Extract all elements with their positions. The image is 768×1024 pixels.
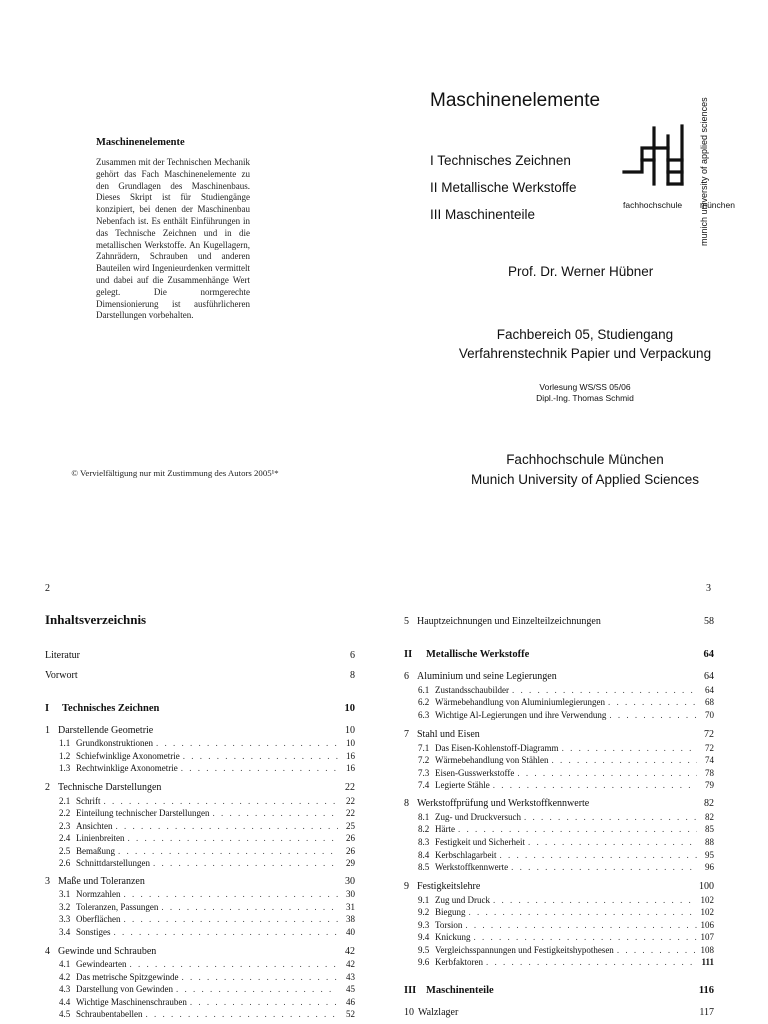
toc-entry[interactable] (418, 861, 714, 873)
toc-entry-title: Härte (435, 824, 455, 834)
toc-leader-dots (551, 754, 697, 766)
toc-entry-page: 68 (705, 697, 714, 707)
toc-entry-number: 7.2 (418, 755, 430, 765)
toc-entry-title: Zug- und Druckversuch (435, 812, 521, 822)
toc-entry-number: 5 (404, 616, 409, 627)
toc-leader-dots (528, 836, 697, 848)
toc-entry[interactable] (45, 725, 355, 737)
logo-text-muenchen: münchen (700, 200, 735, 210)
toc-entry-number: 6.2 (418, 697, 430, 707)
toc-entry-title: Schraubentabellen (76, 1009, 143, 1019)
toc-entry[interactable] (59, 983, 355, 995)
part-line-1: I Technisches Zeichnen (430, 153, 571, 168)
toc-entry[interactable] (418, 919, 714, 931)
toc-entry-page: 96 (705, 862, 714, 872)
toc-entry-title: Knickung (435, 932, 471, 942)
toc-entry[interactable] (45, 670, 355, 682)
toc-entry-page: 42 (346, 959, 355, 969)
toc-entry[interactable] (418, 849, 714, 861)
toc-leader-dots (123, 888, 338, 900)
toc-leader-dots (469, 906, 698, 918)
toc-entry-page: 78 (705, 768, 714, 778)
abstract-body: Zusammen mit der Technischen Mechanik gehört das Fach Maschinenelemente zu den Grundlagen des Maschinenbaus. Dieses Skript ist für Studiengänge konzipiert, bei denen der Maschinenbau Nebenfach ist. Es enthält Einführungen in das Technische Zeichnen und in die metallischen Werkstoffe. An Kugellagern, Zahnrädern, Schrauben und anderen Bauteilen wird Ingenieurdenken vermittelt und dabei auf die Zusammenhänge Wert gelegt. Die normgerechte Dimensionierung ist ausführlicheren Darstellungen vorbehalten. (96, 157, 250, 321)
logo-text-vertical (694, 70, 714, 250)
toc-entry-title: Schiefwinklige Axonometrie (76, 751, 180, 761)
toc-entry-number: 9.2 (418, 907, 430, 917)
toc-leader-dots (493, 779, 697, 791)
toc-entry-page: 6 (350, 650, 355, 661)
toc-entry-page: 79 (705, 780, 714, 790)
toc-entry[interactable] (59, 888, 355, 900)
toc-entry-title: Literatur (45, 650, 80, 661)
toc-entry-number: 1.3 (59, 763, 71, 773)
toc-entry[interactable] (59, 857, 355, 869)
toc-entry-number: 7 (404, 729, 409, 740)
toc-entry[interactable] (45, 650, 355, 662)
toc-entry[interactable] (418, 684, 714, 696)
toc-entry[interactable] (59, 750, 355, 762)
toc-entry-number: 7.3 (418, 768, 430, 778)
toc-leader-dots (183, 750, 338, 762)
toc-entry-number: 8.1 (418, 812, 430, 822)
toc-entry[interactable] (45, 703, 355, 715)
assistant: Dipl.-Ing. Thomas Schmid (536, 393, 634, 403)
toc-entry-title: Sonstiges (76, 927, 111, 937)
toc-entry[interactable] (59, 737, 355, 749)
toc-entry[interactable] (404, 985, 714, 997)
toc-entry[interactable] (418, 696, 714, 708)
document-title: Maschinenelemente (430, 90, 601, 111)
toc-entry-title: Ansichten (76, 821, 113, 831)
toc-leader-dots (129, 958, 338, 970)
toc-entry-title: Schnittdarstellungen (76, 858, 150, 868)
toc-entry[interactable] (404, 616, 714, 628)
toc-leader-dots (493, 894, 697, 906)
toc-entry[interactable] (404, 671, 714, 683)
toc-entry-page: 22 (346, 796, 355, 806)
toc-entry-number: 2.1 (59, 796, 71, 806)
toc-entry-page: 102 (700, 907, 714, 917)
toc-entry-page: 8 (350, 670, 355, 681)
toc-entry-number: 4.5 (59, 1009, 71, 1019)
toc-leader-dots (181, 762, 338, 774)
toc-entry-page: 22 (345, 782, 355, 793)
toc-entry-title: Rechtwinklige Axonometrie (76, 763, 178, 773)
toc-entry[interactable] (418, 906, 714, 918)
toc-entry-page: 64 (704, 671, 714, 682)
toc-entry-title: Normzahlen (76, 889, 121, 899)
toc-entry-number: I (45, 703, 50, 714)
toc-entry-number: 3 (45, 876, 50, 887)
toc-entry[interactable] (59, 958, 355, 970)
toc-entry[interactable] (59, 795, 355, 807)
toc-entry-title: Bemaßung (76, 846, 115, 856)
toc-entry[interactable] (59, 832, 355, 844)
toc-entry-page: 117 (699, 1007, 714, 1018)
toc-leader-dots (512, 684, 697, 696)
toc-entry-number: 3.2 (59, 902, 71, 912)
toc-entry[interactable] (418, 944, 714, 956)
toc-entry-page: 43 (346, 972, 355, 982)
university-en: Munich University of Applied Sciences (470, 472, 700, 487)
toc-leader-dots (474, 931, 698, 943)
toc-entry-page: 82 (705, 812, 714, 822)
toc-entry-title: Vergleichsspannungen und Festigkeitshypothesen (435, 945, 614, 955)
toc-entry-number: 2.4 (59, 833, 71, 843)
toc-leader-dots (562, 742, 697, 754)
toc-entry-title: Vorwort (45, 670, 78, 681)
toc-entry-title: Zustandsschaubilder (435, 685, 509, 695)
toc-leader-dots (190, 996, 338, 1008)
toc-entry[interactable] (404, 729, 714, 741)
toc-entry-page: 22 (346, 808, 355, 818)
toc-entry[interactable] (59, 845, 355, 857)
toc-entry[interactable] (418, 779, 714, 791)
toc-entry-page: 16 (346, 763, 355, 773)
department: Fachbereich 05, Studiengang (496, 327, 674, 342)
toc-entry-number: III (404, 985, 417, 996)
toc-entry-title: Maschinenteile (426, 985, 494, 996)
toc-entry-title: Technisches Zeichnen (62, 703, 160, 714)
toc-entry-number: 9.4 (418, 932, 430, 942)
toc-entry-page: 10 (346, 738, 355, 748)
toc-entry[interactable] (59, 971, 355, 983)
toc-entry-page: 64 (705, 685, 714, 695)
copyright-notice: © Vervielfältigung nur mit Zustimmung des Autors 2005¹* (71, 468, 279, 478)
toc-entry-number: 7.1 (418, 743, 430, 753)
toc-leader-dots (156, 737, 338, 749)
toc-entry[interactable] (59, 807, 355, 819)
toc-entry[interactable] (59, 913, 355, 925)
toc-entry[interactable] (418, 931, 714, 943)
toc-entry[interactable] (59, 1008, 355, 1020)
toc-entry[interactable] (59, 926, 355, 938)
toc-entry-number: 9.6 (418, 957, 430, 967)
toc-entry-page: 102 (700, 895, 714, 905)
toc-entry[interactable] (418, 836, 714, 848)
toc-entry[interactable] (59, 762, 355, 774)
university-de: Fachhochschule München (506, 452, 664, 467)
toc-entry-number: 6.3 (418, 710, 430, 720)
toc-entry-page: 107 (700, 932, 714, 942)
toc-entry-number: 6.1 (418, 685, 430, 695)
toc-entry-page: 64 (703, 649, 714, 660)
toc-entry[interactable] (45, 946, 355, 958)
toc-leader-dots (123, 913, 338, 925)
toc-entry-title: Werkstoffprüfung und Werkstoffkennwerte (417, 798, 590, 809)
toc-entry-title: Eisen-Gusswerkstoffe (435, 768, 515, 778)
toc-leader-dots (524, 811, 697, 823)
toc-entry-title: Darstellung von Gewinden (76, 984, 173, 994)
fhm-logo-icon (620, 120, 690, 190)
toc-entry-title: Biegung (435, 907, 466, 917)
toc-leader-dots (127, 832, 338, 844)
toc-entry-page: 74 (705, 755, 714, 765)
toc-entry-number: 1.2 (59, 751, 71, 761)
toc-entry[interactable] (404, 798, 714, 810)
page-number-right: 3 (706, 583, 711, 594)
toc-entry-page: 30 (346, 889, 355, 899)
toc-entry[interactable] (404, 881, 714, 893)
toc-entry-number: 9.1 (418, 895, 430, 905)
toc-entry[interactable] (404, 1007, 714, 1019)
toc-entry-number: 8.4 (418, 850, 430, 860)
toc-leader-dots (153, 857, 338, 869)
toc-entry[interactable] (59, 996, 355, 1008)
toc-entry-number: 4.1 (59, 959, 71, 969)
toc-entry-page: 25 (346, 821, 355, 831)
toc-entry-page: 100 (699, 881, 714, 892)
toc-entry-page: 10 (344, 703, 355, 714)
toc-entry-title: Toleranzen, Passungen (76, 902, 159, 912)
toc-entry[interactable] (418, 742, 714, 754)
toc-leader-dots (161, 901, 338, 913)
toc-entry-number: 2 (45, 782, 50, 793)
toc-entry-title: Grundkonstruktionen (76, 738, 153, 748)
toc-entry-number: 8.3 (418, 837, 430, 847)
toc-heading: Inhaltsverzeichnis (45, 612, 147, 627)
toc-entry[interactable] (45, 876, 355, 888)
toc-entry-title: Schrift (76, 796, 101, 806)
toc-leader-dots (145, 1008, 338, 1020)
toc-entry-page: 95 (705, 850, 714, 860)
toc-entry-number: 8 (404, 798, 409, 809)
toc-leader-dots (458, 823, 697, 835)
author: Prof. Dr. Werner Hübner (508, 264, 654, 279)
toc-entry-page: 72 (705, 743, 714, 753)
toc-entry-number: 2.6 (59, 858, 71, 868)
toc-entry-page: 42 (345, 946, 355, 957)
toc-entry-number: 2.2 (59, 808, 71, 818)
toc-entry-number: 4.4 (59, 997, 71, 1007)
toc-entry-number: II (404, 649, 413, 660)
toc-entry-page: 16 (346, 751, 355, 761)
toc-entry-page: 46 (346, 997, 355, 1007)
toc-entry[interactable] (418, 823, 714, 835)
program: Verfahrenstechnik Papier und Verpackung (458, 346, 712, 361)
toc-entry-number: 9.5 (418, 945, 430, 955)
toc-entry-page: 58 (704, 616, 714, 627)
toc-entry-page: 40 (346, 927, 355, 937)
toc-entry-title: Darstellende Geometrie (58, 725, 154, 736)
toc-leader-dots (609, 709, 697, 721)
toc-entry-page: 26 (346, 833, 355, 843)
toc-entry-page: 88 (705, 837, 714, 847)
toc-entry-title: Einteilung technischer Darstellungen (76, 808, 210, 818)
toc-leader-dots (486, 956, 697, 968)
page-number-left: 2 (45, 583, 50, 594)
toc-entry-page: 70 (705, 710, 714, 720)
toc-entry-title: Walzlager (418, 1007, 459, 1018)
toc-entry-page: 116 (698, 985, 714, 996)
abstract-heading: Maschinenelemente (96, 137, 185, 148)
toc-entry-title: Technische Darstellungen (58, 782, 162, 793)
toc-entry-title: Kerbschlagarbeit (435, 850, 497, 860)
toc-leader-dots (608, 696, 697, 708)
toc-entry[interactable] (45, 782, 355, 794)
toc-entry-number: 9 (404, 881, 409, 892)
toc-entry-title: Gewindearten (76, 959, 127, 969)
toc-entry-number: 4.3 (59, 984, 71, 994)
toc-entry-number: 1.1 (59, 738, 71, 748)
logo-text-fachhochschule: fachhochschule (623, 200, 683, 210)
toc-entry-title: Zug und Druck (435, 895, 490, 905)
toc-leader-dots (465, 919, 697, 931)
toc-entry-page: 29 (346, 858, 355, 868)
toc-entry-number: 3.3 (59, 914, 71, 924)
toc-entry-number: 4.2 (59, 972, 71, 982)
toc-entry-title: Aluminium und seine Legierungen (417, 671, 557, 682)
toc-entry-title: Hauptzeichnungen und Einzelteilzeichnungen (417, 616, 601, 627)
toc-leader-dots (176, 983, 338, 995)
toc-entry[interactable] (418, 894, 714, 906)
toc-entry-page: 38 (346, 914, 355, 924)
toc-entry-number: 8.5 (418, 862, 430, 872)
toc-entry-title: Maße und Toleranzen (58, 876, 145, 887)
toc-entry-page: 52 (346, 1009, 355, 1019)
toc-entry[interactable] (418, 767, 714, 779)
part-line-3: III Maschinenteile (430, 207, 536, 222)
toc-entry[interactable] (418, 811, 714, 823)
toc-entry-number: 3.1 (59, 889, 71, 899)
toc-leader-dots (499, 849, 697, 861)
toc-entry-title: Wichtige Maschinenschrauben (76, 997, 187, 1007)
toc-entry-title: Wärmebehandlung von Stählen (435, 755, 549, 765)
toc-entry-page: 26 (346, 846, 355, 856)
toc-entry-page: 85 (705, 824, 714, 834)
toc-entry-page: 31 (346, 902, 355, 912)
toc-entry-page: 108 (700, 945, 714, 955)
toc-entry-page: 45 (346, 984, 355, 994)
toc-entry-page: 82 (704, 798, 714, 809)
toc-entry-page: 10 (345, 725, 355, 736)
toc-leader-dots (114, 926, 338, 938)
toc-entry-page: 30 (345, 876, 355, 887)
toc-entry-page: 106 (700, 920, 714, 930)
toc-entry-title: Werkstoffkennwerte (435, 862, 509, 872)
part-line-2: II Metallische Werkstoffe (430, 180, 577, 195)
toc-leader-dots (212, 807, 338, 819)
toc-entry[interactable] (418, 709, 714, 721)
toc-entry-title: Stahl und Eisen (417, 729, 480, 740)
logo-vertical-label: munich university of applied sciences (699, 97, 709, 246)
toc-leader-dots (118, 845, 338, 857)
toc-entry-number: 10 (404, 1007, 414, 1018)
toc-leader-dots (116, 820, 339, 832)
toc-entry-number: 9.3 (418, 920, 430, 930)
toc-entry-title: Linienbreiten (76, 833, 125, 843)
toc-entry-title: Wärmebehandlung von Aluminiumlegierungen (435, 697, 605, 707)
toc-entry[interactable] (404, 649, 714, 661)
toc-entry-number: 7.4 (418, 780, 430, 790)
toc-entry-number: 6 (404, 671, 409, 682)
toc-entry-number: 1 (45, 725, 50, 736)
toc-entry[interactable] (418, 754, 714, 766)
toc-entry-number: 3.4 (59, 927, 71, 937)
lecture-info: Vorlesung WS/SS 05/06 (539, 382, 631, 392)
toc-entry-title: Festigkeitslehre (417, 881, 481, 892)
toc-entry-title: Das metrische Spitzgewinde (76, 972, 179, 982)
toc-entry-title: Kerbfaktoren (435, 957, 483, 967)
toc-entry-title: Gewinde und Schrauben (58, 946, 157, 957)
toc-entry-title: Metallische Werkstoffe (426, 649, 530, 660)
toc-leader-dots (517, 767, 697, 779)
toc-leader-dots (104, 795, 339, 807)
toc-entry-number: 2.3 (59, 821, 71, 831)
toc-entry-number: 4 (45, 946, 50, 957)
toc-entry[interactable] (418, 956, 714, 968)
toc-entry[interactable] (59, 820, 355, 832)
toc-leader-dots (617, 944, 697, 956)
toc-entry-title: Festigkeit und Sicherheit (435, 837, 525, 847)
toc-leader-dots (181, 971, 338, 983)
toc-entry-page: 72 (704, 729, 714, 740)
toc-entry-number: 8.2 (418, 824, 430, 834)
toc-entry-title: Wichtige Al-Legierungen und ihre Verwendung (435, 710, 607, 720)
toc-entry-title: Torsion (435, 920, 463, 930)
toc-entry-title: Das Eisen-Kohlenstoff-Diagramm (435, 743, 559, 753)
toc-leader-dots (511, 861, 697, 873)
toc-entry-title: Oberflächen (76, 914, 121, 924)
toc-entry-number: 2.5 (59, 846, 71, 856)
toc-entry-page: 111 (701, 957, 714, 967)
toc-entry[interactable] (59, 901, 355, 913)
toc-entry-title: Legierte Stähle (435, 780, 490, 790)
